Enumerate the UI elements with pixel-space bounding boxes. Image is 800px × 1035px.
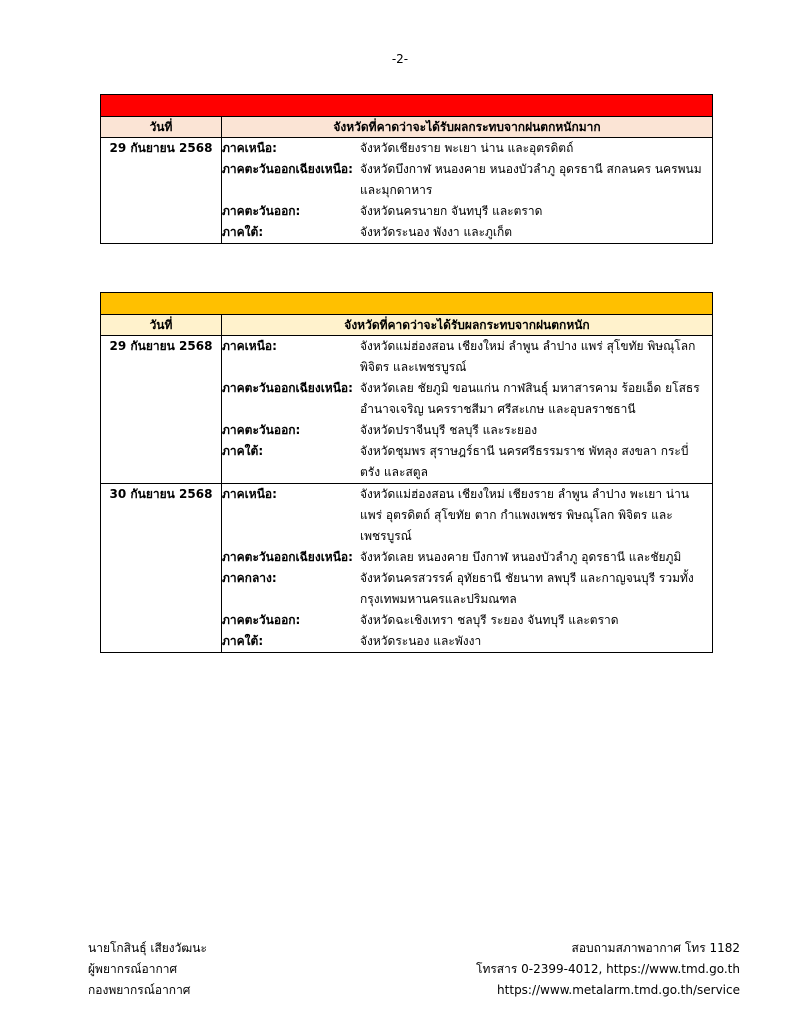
region-label: ภาคตะวันออก: <box>222 204 301 218</box>
regions-cell <box>222 138 713 244</box>
forecaster-title: ผู้พยากรณ์อากาศ <box>88 962 178 976</box>
contact-fax-website: โทรสาร 0-2399-4012, https://www.tmd.go.th <box>476 962 740 976</box>
heavy-rain-table <box>100 292 713 653</box>
region-row <box>222 222 712 243</box>
forecaster-division: กองพยากรณ์อากาศ <box>88 983 191 997</box>
column-header-date: วันที่ <box>101 117 222 138</box>
forecaster-signature-block <box>88 938 207 1001</box>
region-label: ภาคใต้: <box>222 225 264 239</box>
column-header-date: วันที่ <box>101 315 222 336</box>
column-header-provinces: จังหวัดที่คาดว่าจะได้รับผลกระทบจากฝนตกหนักมาก <box>222 117 713 138</box>
province-list: จังหวัดชุมพร สุราษฎร์ธานี นครศรีธรรมราช พัทลุง สงขลา กระบี่ ตรัง และสตูล <box>360 444 689 479</box>
province-list: จังหวัดระนอง พังงา และภูเก็ต <box>360 225 513 239</box>
province-list: จังหวัดบึงกาฬ หนองคาย หนองบัวลำภู อุดรธานี สกลนคร นครพนม และมุกดาหาร <box>360 162 702 197</box>
regions-cell <box>222 336 713 484</box>
warning-level-bar-orange <box>101 293 713 315</box>
province-list: จังหวัดระนอง และพังงา <box>360 634 482 648</box>
region-row <box>222 159 712 201</box>
region-row <box>222 441 712 483</box>
province-list: จังหวัดเลย หนองคาย บึงกาฬ หนองบัวลำภู อุดรธานี และชัยภูมิ <box>360 550 682 564</box>
province-list: จังหวัดฉะเชิงเทรา ชลบุรี ระยอง จันทบุรี และตราด <box>360 613 619 627</box>
province-list: จังหวัดแม่ฮ่องสอน เชียงใหม่ เชียงราย ลำพูน ลำปาง พะเยา น่าน แพร่ อุตรดิตถ์ สุโขทัย ตาก กำแพงเพชร พิษณุโลก พิจิตร และเพชรบูรณ์ <box>360 487 690 543</box>
region-label: ภาคตะวันออกเฉียงเหนือ: <box>222 162 353 176</box>
province-list: จังหวัดเลย ชัยภูมิ ขอนแก่น กาฬสินธุ์ มหาสารคาม ร้อยเอ็ด ยโสธร อำนาจเจริญ นครราชสีมา ศรีสะเกษ และอุบลราชธานี <box>360 381 700 416</box>
province-list: จังหวัดปราจีนบุรี ชลบุรี และระยอง <box>360 423 538 437</box>
regions-cell <box>222 484 713 653</box>
region-label: ภาคตะวันออกเฉียงเหนือ: <box>222 550 353 564</box>
region-label: ภาคใต้: <box>222 444 264 458</box>
region-label: ภาคเหนือ: <box>222 141 277 155</box>
page-number: -2- <box>391 52 409 66</box>
column-header-provinces: จังหวัดที่คาดว่าจะได้รับผลกระทบจากฝนตกหนัก <box>222 315 713 336</box>
region-label: ภาคกลาง: <box>222 571 277 585</box>
region-label: ภาคใต้: <box>222 634 264 648</box>
province-list: จังหวัดเชียงราย พะเยา น่าน และอุตรดิตถ์ <box>360 141 574 155</box>
table-row <box>101 138 713 244</box>
region-row <box>222 201 712 222</box>
table-row <box>101 336 713 484</box>
contact-info-block <box>476 938 740 1001</box>
contact-phone: สอบถามสภาพอากาศ โทร 1182 <box>571 941 740 955</box>
region-row <box>222 610 712 631</box>
contact-service-url: https://www.metalarm.tmd.go.th/service <box>497 983 740 997</box>
region-row <box>222 138 712 159</box>
region-row <box>222 420 712 441</box>
warning-level-bar-red <box>101 95 713 117</box>
forecaster-name: นายโกสินธุ์ เสียงวัฒนะ <box>88 941 207 955</box>
table-row <box>101 484 713 653</box>
province-list: จังหวัดนครนายก จันทบุรี และตราด <box>360 204 543 218</box>
region-label: ภาคเหนือ: <box>222 487 277 501</box>
region-label: ภาคตะวันออก: <box>222 423 301 437</box>
region-row <box>222 568 712 610</box>
region-row <box>222 484 712 547</box>
heavy-rain-very-table <box>100 94 713 244</box>
region-label: ภาคเหนือ: <box>222 339 277 353</box>
date-cell: 30 กันยายน 2568 <box>101 484 222 653</box>
region-row <box>222 547 712 568</box>
date-cell: 29 กันยายน 2568 <box>101 138 222 244</box>
date-cell: 29 กันยายน 2568 <box>101 336 222 484</box>
province-list: จังหวัดนครสวรรค์ อุทัยธานี ชัยนาท ลพบุรี และกาญจนบุรี รวมทั้งกรุงเทพมหานครและปริมณฑล <box>360 571 694 606</box>
region-label: ภาคตะวันออก: <box>222 613 301 627</box>
region-row <box>222 631 712 652</box>
region-row <box>222 336 712 378</box>
region-label: ภาคตะวันออกเฉียงเหนือ: <box>222 381 353 395</box>
region-row <box>222 378 712 420</box>
province-list: จังหวัดแม่ฮ่องสอน เชียงใหม่ ลำพูน ลำปาง แพร่ สุโขทัย พิษณุโลก พิจิตร และเพชรบูรณ์ <box>360 339 696 374</box>
